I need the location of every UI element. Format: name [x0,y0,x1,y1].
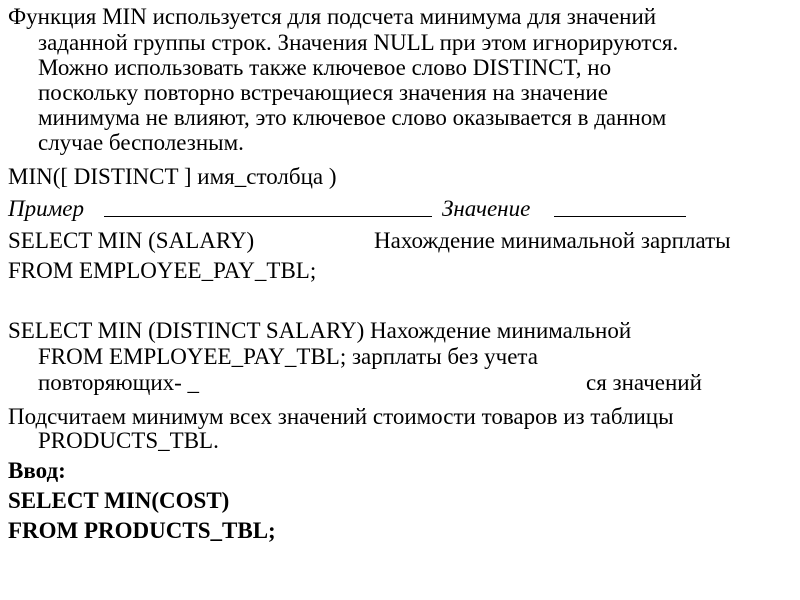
para1-line-1: Функция MIN используется для подсчета минимума для значений [8,4,657,29]
example-header-left: Пример [8,196,84,221]
example-header-right: Значение [442,196,531,221]
para2-line-1: Подсчитаем минимум всех значений стоимости товаров из таблицы [8,404,674,429]
query-line-2: FROM PRODUCTS_TBL; [8,518,276,543]
para1-line-3: Можно использовать также ключевое слово DISTINCT, но [38,55,612,80]
input-label: Ввод: [8,458,66,483]
example2-line-2: FROM EMPLOYEE_PAY_TBL; зарплаты без учета [38,344,538,369]
example2-line-3-right: ся значений [586,370,702,395]
syntax-line: MIN([ DISTINCT ] имя_столбца ) [8,164,337,189]
example2-line-3-left: повторяющих- _ [38,370,200,395]
example1-description: Нахождение минимальной зарплаты [374,228,731,253]
example-underline-2 [554,198,686,217]
para1-line-4: поскольку повторно встречающиеся значения на значение [38,80,608,105]
para1-line-6: случае бесполезным. [38,130,244,155]
para1-line-5: минимума не влияют, это ключевое слово оказывается в данном [38,105,667,130]
query-line-1: SELECT MIN(COST) [8,488,230,513]
para1-line-2: заданной группы строк. Значения NULL при этом игнорируются. [38,30,679,55]
example1-code-line-1: SELECT MIN (SALARY) [8,228,255,253]
para2-line-2: PRODUCTS_TBL. [38,428,219,453]
example-underline-1 [104,198,432,217]
example1-code-line-2: FROM EMPLOYEE_PAY_TBL; [8,258,317,283]
example2-line-1: SELECT MIN (DISTINCT SALARY) Нахождение минимальной [8,318,632,343]
